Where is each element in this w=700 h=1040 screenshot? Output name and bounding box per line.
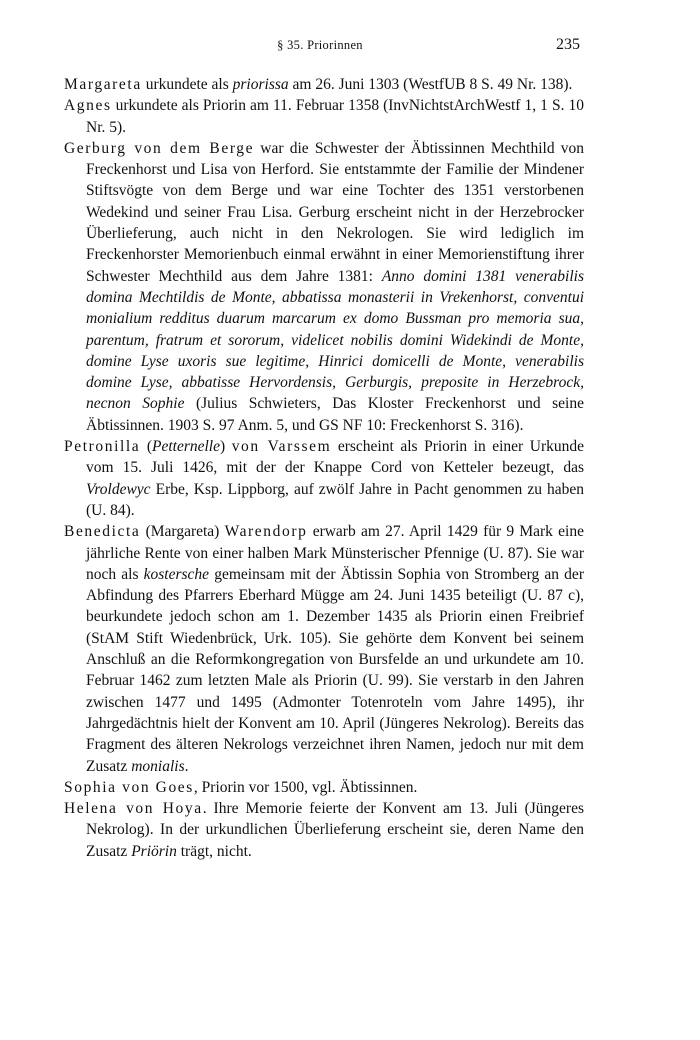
text-segment: urkundete als [141, 76, 233, 93]
entry-benedicta [64, 521, 584, 777]
page-header [60, 36, 580, 60]
italic-term: Priörin [131, 842, 177, 860]
italic-term: kostersche [143, 565, 210, 583]
italic-term: priorissa [232, 76, 289, 93]
text-segment: ( [140, 438, 152, 456]
entry-margareta [64, 74, 584, 95]
text-segment: war die Schwester der Äbtissinnen Mechthild von Freckenhorst und Lisa von Herford. Sie entstammte der Familie der Mindener Stiftsvögte von dem Berge und war eine Tochter des 1351 verstorbenen Wedekind und seiner Frau Lisa. Gerburg erscheint nicht in der Herzebrocker Überlieferung, auch nicht in den Nekrologen. Sie wird lediglich im Freckenhorster Memorienbuch einmal erwähnt in einer Memorienstiftung ihrer Schwester Mechthild aus dem Jahre 1381: [86, 139, 584, 285]
entry-helena [64, 798, 584, 862]
text-segment: gemeinsam mit der Äbtissin Sophia von Stromberg an der Abfindung des Pfarrers Eberhard Mügge am 24. Juni 1435 beteiligt (U. 87 c), beurkundete jedoch schon am 1. Dezember 1435 als Priorin einen Freibrief (StAM Stift Wiedenbrück, Urk. 105). Sie gehörte dem Konvent bei seinem Anschluß an die Reformkongregation von Bursfelde an und urkundete am 10. Februar 1462 zum letzten Male als Priorin (U. 99). Sie verstarb in den Jahren zwischen 1477 und 1495 (Admonter Totenroteln vom Jahre 1495), ihr Jahrgedächtnis hielt der Konvent am 10. April (Jüngeres Nekrolog). Bereits das Fragment des älteren Nekrologs verzeichnet ihren Namen, jedoch nur mit dem Zusatz [86, 565, 584, 775]
person-name: Petronilla [64, 438, 141, 456]
text-segment: Erbe, Ksp. Lippborg, auf zwölf Jahre in Pacht genommen zu haben (U. 84). [86, 480, 584, 519]
person-name: Gerburg von dem Berge [64, 139, 255, 157]
running-title: § 35. Priorinnen [277, 38, 363, 52]
text-segment: (Margareta) [140, 523, 225, 541]
page-number: 235 [556, 36, 580, 53]
italic-term: Petternelle [151, 438, 220, 456]
person-name: Helena von Hoya [64, 800, 203, 818]
text-segment: erwarb am 27. April 1429 für 9 Mark eine jährliche Rente von einer halben Mark Münsterischer Pfennige (U. 87). Sie war noch als [86, 523, 584, 583]
text-segment: ) [219, 438, 232, 456]
italic-term: monialis [131, 757, 185, 775]
text-segment: am 26. Juni 1303 (WestfUB 8 S. 49 Nr. 138). [288, 76, 573, 93]
text-segment: . Ihre Memorie feierte der Konvent am 13. Juli (Jüngeres Nekrolog). In der urkundlichen Überlieferung erscheint sie, deren Name den Zusatz [86, 800, 585, 860]
person-name: Benedicta [64, 523, 141, 541]
entry-agnes [64, 95, 584, 138]
person-name: Warendorp [224, 523, 308, 541]
text-segment: trägt, nicht. [176, 842, 252, 860]
text-segment: . [184, 757, 189, 775]
text-segment: (Julius Schwieters, Das Kloster Freckenhorst und seine Äbtissinnen. 1903 S. 97 Anm. 5, und GS NF 10: Freckenhorst S. 316). [86, 395, 584, 434]
person-name: Margareta [64, 76, 142, 93]
entry-gerburg [64, 138, 584, 436]
text-segment: urkundete als Priorin am 11. Februar 1358 (InvNichtstArchWestf 1, 1 S. 10 Nr. 5). [86, 97, 584, 136]
italic-term: Vroldewyc [86, 480, 151, 498]
text-segment: erscheint als Priorin in einer Urkunde vom 15. Juli 1426, mit der der Knappe Cord von Ketteler bezeugt, das [86, 438, 584, 477]
person-name: Agnes [64, 97, 112, 115]
latin-quotation: Anno domini 1381 venerabilis domina Mechtildis de Monte, abbatissa monasterii in Vrekenhorst, conventui monialium redditus duarum marcarum ex domo Bussman pro memoria sua, parentum, fratrum et sororum, videlicet nobilis domini Widekindi de Monte, domine Lyse uxoris sue legitime, Hinrici domicelli de Monte, venerabilis domine Lyse, abbatisse Hervordensis, Gerburgis, preposite in Herzebrock, necnon Sophie [86, 267, 584, 413]
entry-sophia [64, 777, 584, 798]
text-segment: , Priorin vor 1500, vgl. Äbtissinnen. [193, 778, 418, 796]
document-body [64, 74, 584, 862]
entry-petronilla [64, 436, 584, 521]
person-name: Sophia von Goes [64, 778, 194, 796]
person-name: von Varssem [231, 438, 332, 456]
